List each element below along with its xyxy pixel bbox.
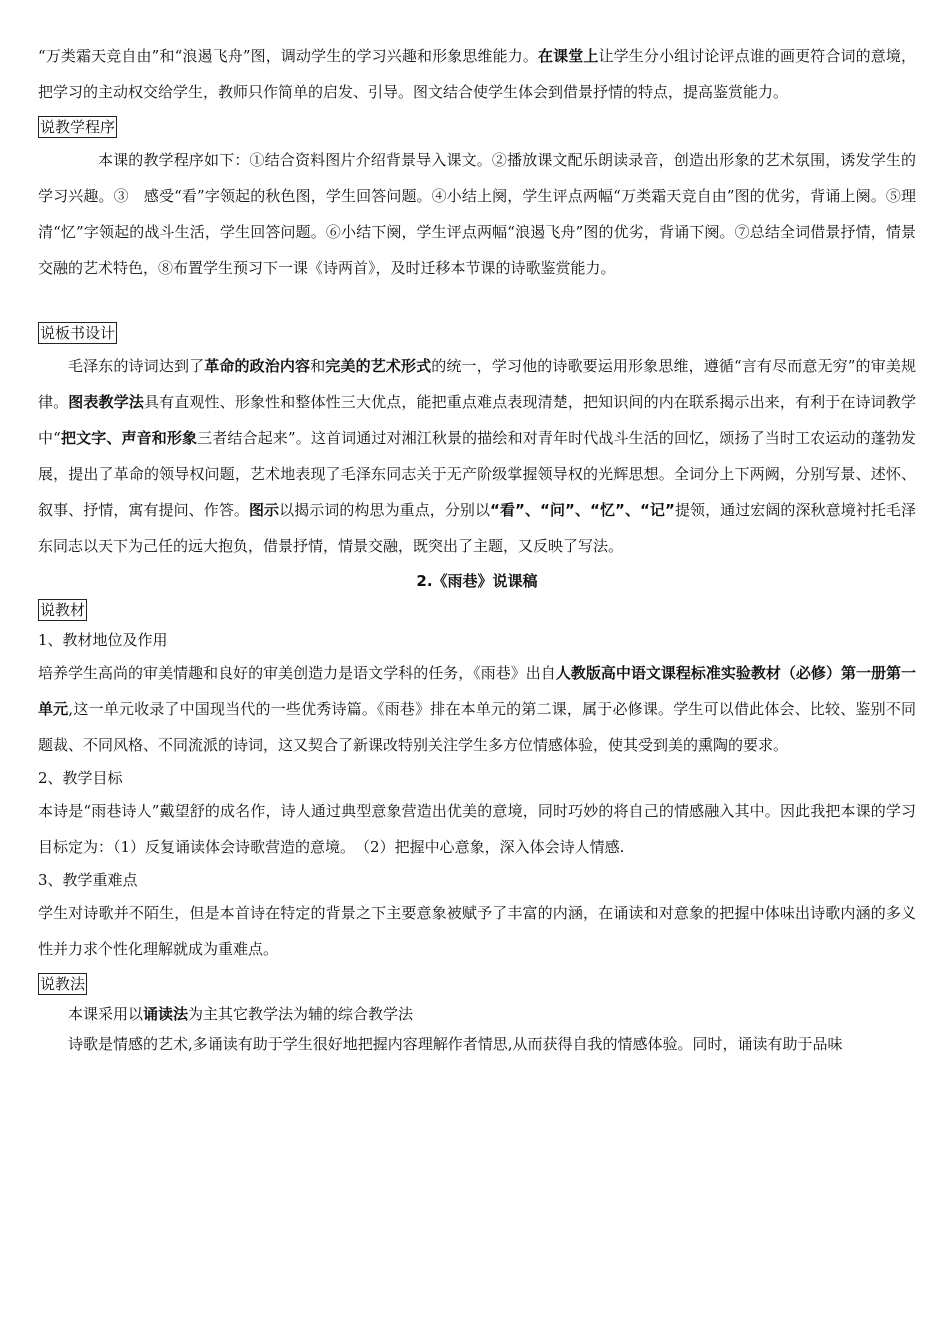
bold-span: 革命的政治内容	[204, 357, 311, 375]
bold-span: 诵读法	[143, 1005, 189, 1023]
text-span: “万类霜天竞自由”和“浪遏飞舟”图，调动学生的学习兴趣和形象思维能力。	[38, 47, 538, 65]
heading-material: 说教材	[40, 601, 86, 619]
paragraph-section1-tail	[38, 38, 916, 110]
text-span: 提领，通过宏阔的深秋意境衬托毛泽东同志以天下为己任的远大抱负，借景抒情，情景交融，既突出了主题，又反映了写法。	[38, 501, 916, 555]
paragraph-method-intro	[38, 999, 916, 1029]
text-span: 毛泽东的诗词达到了	[68, 357, 205, 375]
text-span: ,这一单元收录了中国现当代的一些优秀诗篇。《雨巷》排在本单元的第二课，属于必修课。学生可以借此体会、比较、鉴别不同题裁、不同风格、不同流派的诗词，这又契合了新课改特别关注学生多方位情感体验，使其受到美的熏陶的要求。	[38, 700, 916, 754]
paragraph-method-detail: 诗歌是情感的艺术,多诵读有助于学生很好地把握内容理解作者情思,从而获得自我的情感体验。同时，诵读有助于品味	[68, 1035, 843, 1053]
lesson-title: 2.《雨巷》说课稿	[416, 572, 538, 590]
subheading-material-role: 1、教材地位及作用	[38, 631, 168, 649]
text-span: 培养学生高尚的审美情趣和良好的审美创造力是语文学科的任务，《雨巷》出自	[38, 664, 556, 682]
bold-span: 人教版高中语文课程标准实验教材（必修）第一册第一单元	[38, 664, 916, 718]
document-page	[38, 38, 916, 1059]
bold-span: “看”、“问”、“忆”、“记”	[490, 501, 675, 519]
paragraph-key-points: 学生对诗歌并不陌生，但是本首诗在特定的背景之下主要意象被赋予了丰富的内涵，在诵读和对意象的把握中体味出诗歌内涵的多义性并力求个性化理解就成为重难点。	[38, 904, 916, 958]
paragraph-board-design	[38, 348, 916, 564]
text-span: 以揭示词的构思为重点，分别以	[279, 501, 491, 519]
heading-board-design: 说板书设计	[40, 324, 116, 342]
subheading-goals: 2、教学目标	[38, 769, 123, 787]
text-span: 和	[310, 357, 326, 375]
bold-span: 把文字、声音和形象	[60, 429, 198, 447]
text-span: 三者结合起来”。这首词通过对湘江秋景的描绘和对青年时代战斗生活的回忆，颂扬了当时工农运动的蓬勃发展，提出了革命的领导权问题，艺术地表现了毛泽东同志关于无产阶级掌握领导权的光辉思想。全词分上下两阙，分别写景、述怀、叙事、抒情，寓有提问、作答。	[38, 429, 916, 519]
heading-method: 说教法	[40, 975, 86, 993]
paragraph-procedure: 本课的教学程序如下：①结合资料图片介绍背景导入课文。②播放课文配乐朗读录音，创造出形象的艺术氛围，诱发学生的学习兴趣。③ 感受“看”字领起的秋色图，学生回答问题。④小结上阕，学生评点两幅“万类霜天竞自由”图的优劣，背诵上阕。⑤理清“忆”字领起的战斗生活，学生回答问题。⑥小结下阕，学生评点两幅“浪遏飞舟”图的优劣，背诵下阕。⑦总结全词借景抒情，情景交融的艺术特色，⑧布置学生预习下一课《诗两首》，及时迁移本节课的诗歌鉴赏能力。	[38, 151, 916, 277]
heading-procedure: 说教学程序	[40, 118, 116, 136]
subheading-key-points: 3、教学重难点	[38, 871, 138, 889]
bold-span: 在课堂上	[538, 47, 599, 65]
paragraph-goals: 本诗是“雨巷诗人”戴望舒的成名作，诗人通过典型意象营造出优美的意境，同时巧妙的将自己的情感融入其中。因此我把本课的学习目标定为：（1）反复诵读体会诗歌营造的意境。 （2）把握中心意象，深入体会诗人情感.	[38, 802, 916, 856]
text-span: 具有直观性、形象性和整体性三大优点，能把重点难点表现清楚，把知识间的内在联系揭示出来，有利于在诗词教学中“	[38, 393, 916, 447]
blank-line	[38, 286, 916, 316]
bold-span: 图表教学法	[68, 393, 144, 411]
text-span: 本课采用以	[68, 1005, 144, 1023]
text-span: 的统一，学习他的诗歌要运用形象思维，遵循“言有尽而意无穷”的审美规律。	[38, 357, 916, 411]
bold-span: 图示	[248, 501, 280, 519]
paragraph-material	[38, 655, 916, 763]
text-span: 让学生分小组讨论评点谁的画更符合词的意境，把学习的主动权交给学生，教师只作简单的启发、引导。图文结合使学生体会到借景抒情的特点，提高鉴赏能力。	[38, 47, 916, 101]
text-span: 为主其它教学法为辅的综合教学法	[188, 1005, 414, 1023]
bold-span: 完美的艺术形式	[325, 357, 432, 375]
